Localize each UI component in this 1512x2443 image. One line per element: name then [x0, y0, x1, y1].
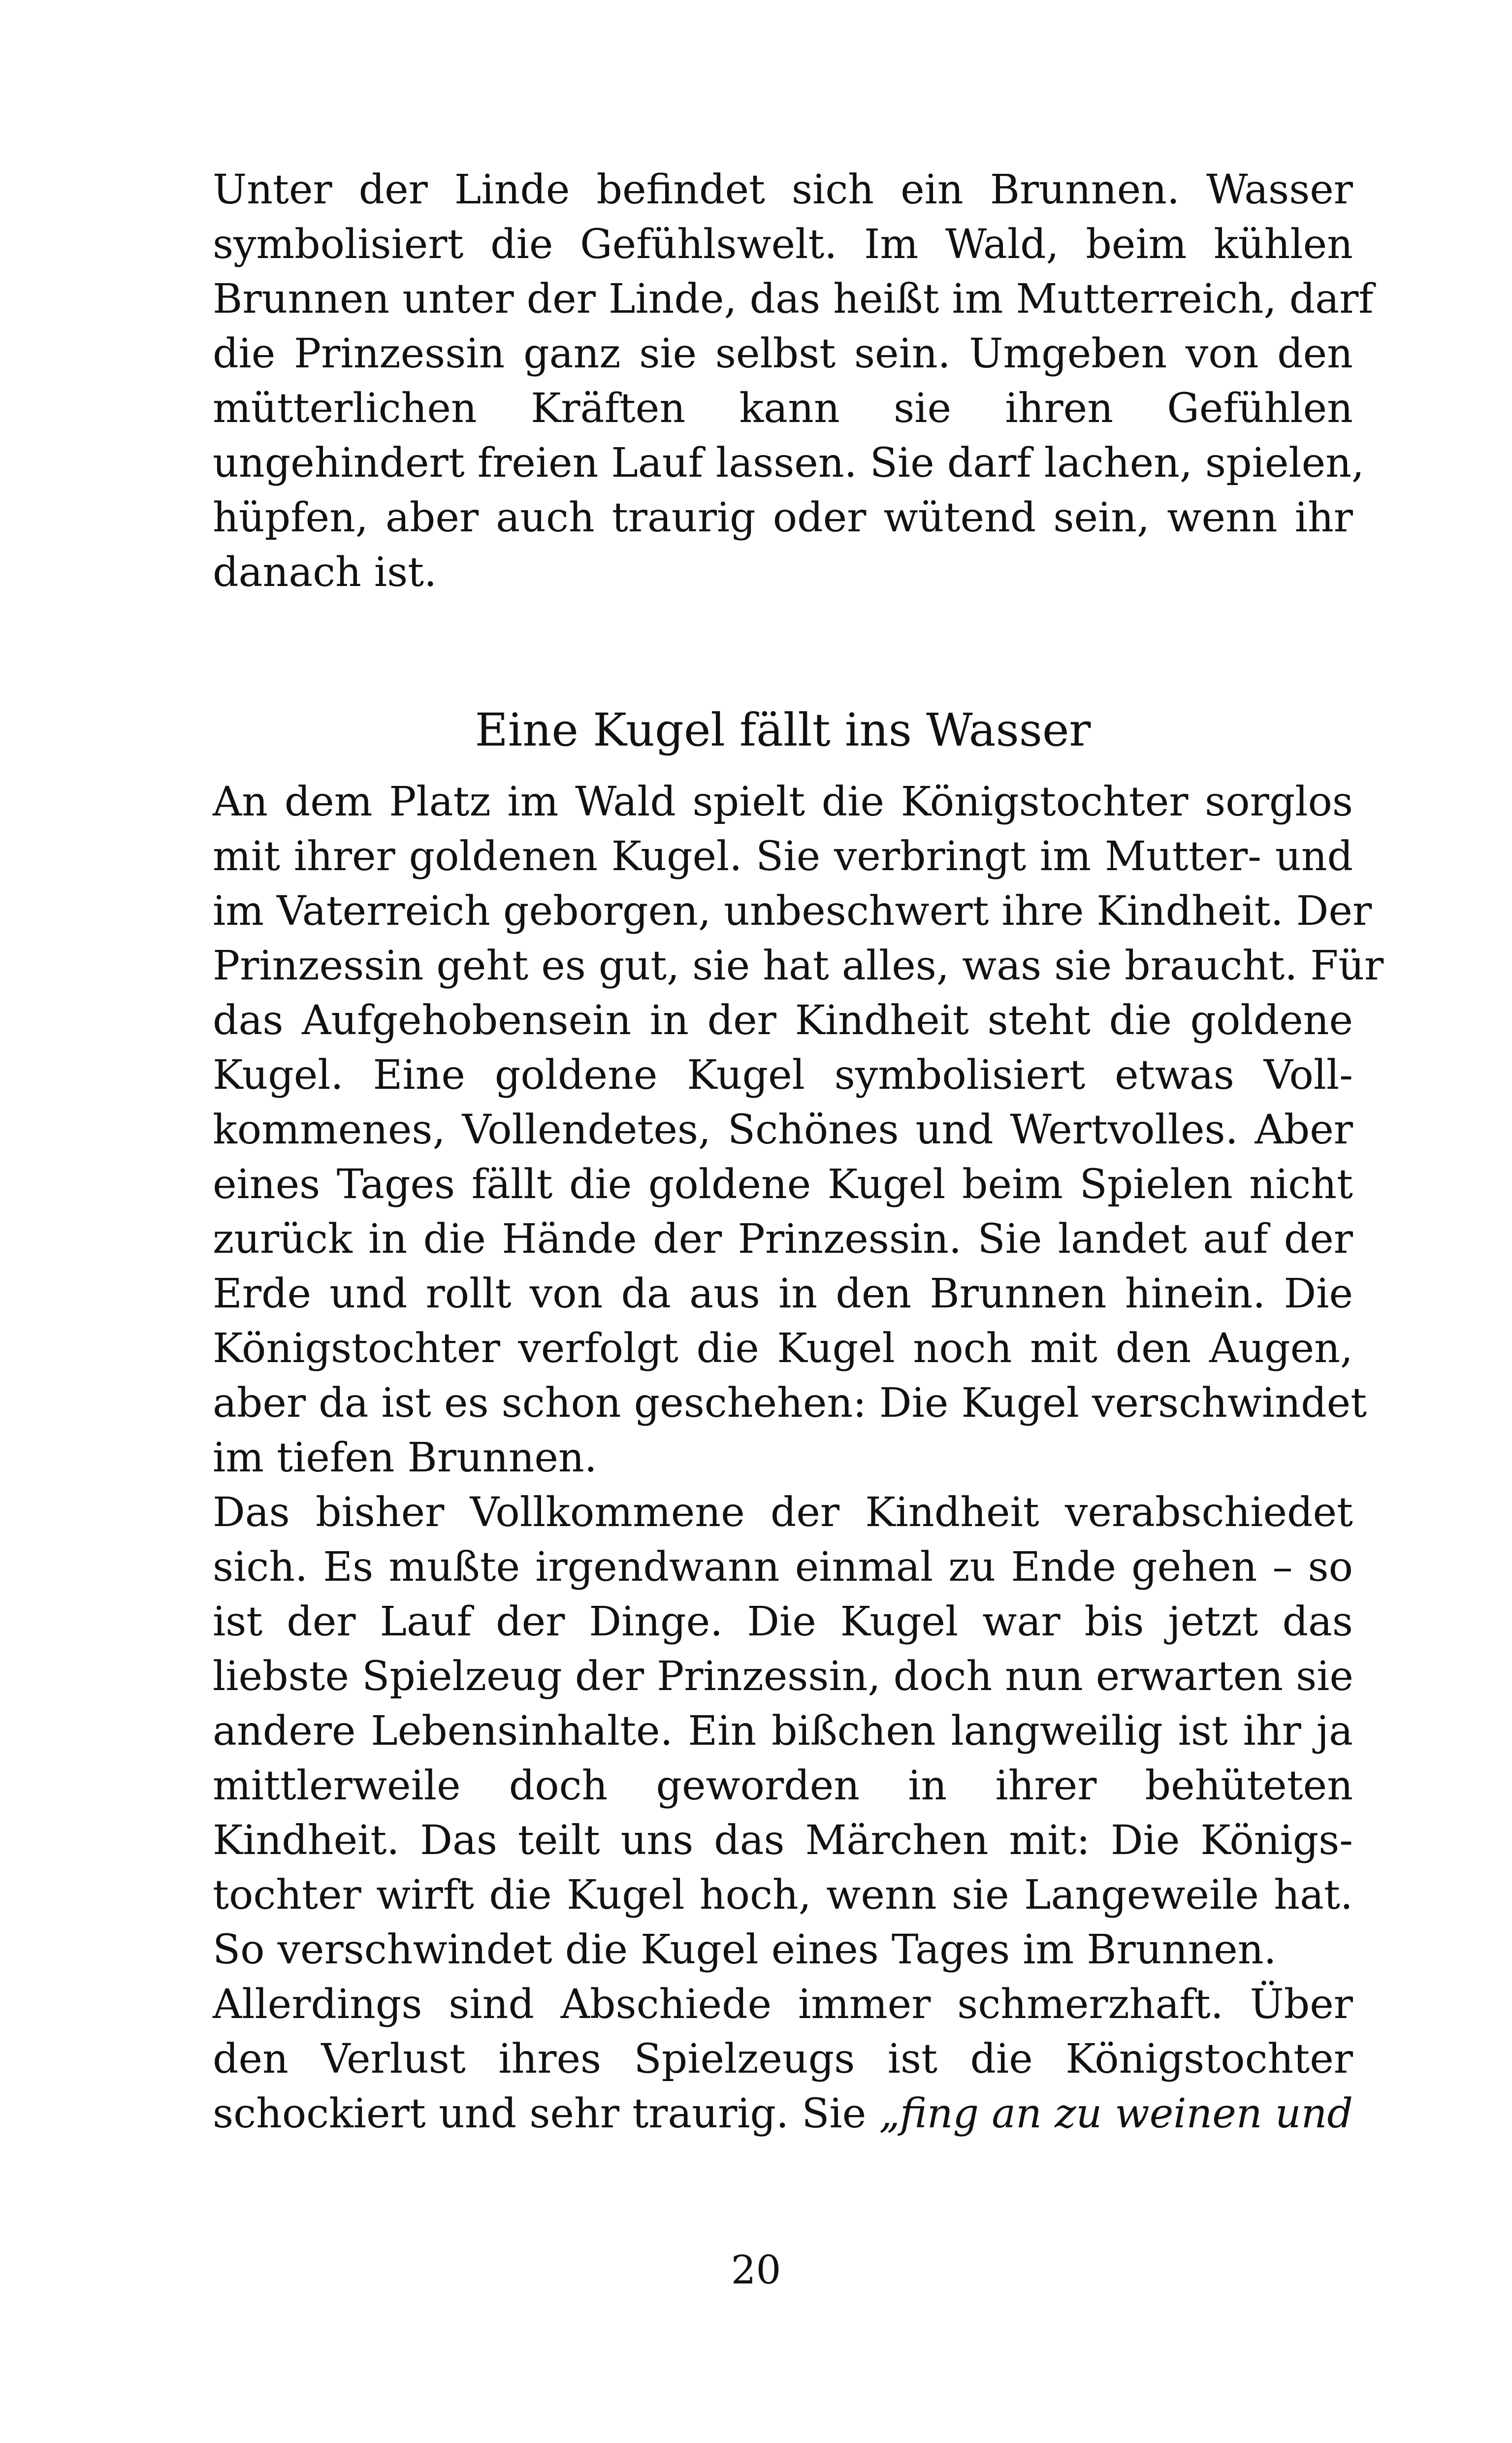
- text-run: schockiert und sehr traurig. Sie: [213, 2090, 879, 2137]
- text-line: ist der Lauf der Dinge. Die Kugel war bis jetzt das: [213, 1598, 1353, 1645]
- text-line: ungehindert freien Lauf lassen. Sie darf lachen, spielen,: [213, 440, 1365, 487]
- text-line: Erde und rollt von da aus in den Brunnen hinein. Die: [213, 1270, 1353, 1317]
- paragraph-1: [213, 163, 1374, 600]
- text-line: liebste Spielzeug der Prinzessin, doch nun erwarten sie: [213, 1653, 1353, 1700]
- text-line: tochter wirft die Kugel hoch, wenn sie Langeweile hat.: [213, 1872, 1353, 1919]
- text-line: Das bisher Vollkommene der Kindheit verabschiedet: [213, 1489, 1353, 1536]
- text-line: Unter der Linde befindet sich ein Brunnen. Wasser: [213, 166, 1353, 213]
- text-line: sich. Es mußte irgendwann einmal zu Ende gehen – so: [213, 1544, 1353, 1591]
- paragraph-2: [213, 775, 1384, 1485]
- text-line: kommenes, Vollendetes, Schönes und Wertvolles. Aber: [213, 1107, 1353, 1153]
- spacer: [213, 600, 1353, 701]
- text-line: das Aufgehobensein in der Kindheit steht die goldene: [213, 997, 1353, 1044]
- text-line: aber da ist es schon geschehen: Die Kugel verschwindet: [213, 1380, 1367, 1427]
- text-line: An dem Platz im Wald spielt die Königstochter sorglos: [213, 779, 1353, 825]
- text-line: danach ist.: [213, 549, 437, 596]
- text-line: symbolisiert die Gefühlswelt. Im Wald, beim kühlen: [213, 221, 1353, 268]
- paragraph-4: [213, 1977, 1353, 2086]
- text-line: die Prinzessin ganz sie selbst sein. Umgeben von den: [213, 330, 1353, 377]
- text-line: den Verlust ihres Spielzeugs ist die Königstochter: [213, 2036, 1353, 2083]
- text-line: hüpfen, aber auch traurig oder wütend sein, wenn ihr: [213, 494, 1353, 541]
- text-line: So verschwindet die Kugel eines Tages im Brunnen.: [213, 1926, 1277, 1973]
- text-line: Kindheit. Das teilt uns das Märchen mit: Die Königs-: [213, 1817, 1353, 1864]
- section-heading: Eine Kugel fällt ins Wasser: [475, 704, 1091, 756]
- text-line: mit ihrer goldenen Kugel. Sie verbringt im Mutter- und: [213, 833, 1353, 880]
- page-body: [213, 163, 1384, 2141]
- paragraph-3: [213, 1485, 1353, 1977]
- text-line: mütterlichen Kräften kann sie ihren Gefühlen: [213, 385, 1353, 432]
- text-line: [213, 2086, 1353, 2141]
- text-line: Allerdings sind Abschiede immer schmerzhaft. Über: [213, 1981, 1353, 2028]
- text-line: im tiefen Brunnen.: [213, 1434, 597, 1481]
- text-line: Prinzessin geht es gut, sie hat alles, was sie braucht. Für: [213, 943, 1384, 989]
- spacer: [213, 760, 1353, 775]
- text-line: eines Tages fällt die goldene Kugel beim Spielen nicht: [213, 1161, 1353, 1208]
- text-line: im Vaterreich geborgen, unbeschwert ihre Kindheit. Der: [213, 888, 1372, 935]
- text-line: andere Lebensinhalte. Ein bißchen langweilig ist ihr ja: [213, 1708, 1353, 1755]
- text-line: Brunnen unter der Linde, das heißt im Mutterreich, darf: [213, 276, 1374, 323]
- text-line: mittlerweile doch geworden in ihrer behüteten: [213, 1762, 1353, 1809]
- text-line: Kugel. Eine goldene Kugel symbolisiert etwas Voll-: [213, 1052, 1353, 1099]
- text-line: Königstochter verfolgt die Kugel noch mit den Augen,: [213, 1325, 1353, 1372]
- text-line: zurück in die Hände der Prinzessin. Sie landet auf der: [213, 1216, 1353, 1263]
- quoted-text: „fing an zu weinen und: [879, 2090, 1353, 2137]
- page-number: 20: [731, 2247, 781, 2293]
